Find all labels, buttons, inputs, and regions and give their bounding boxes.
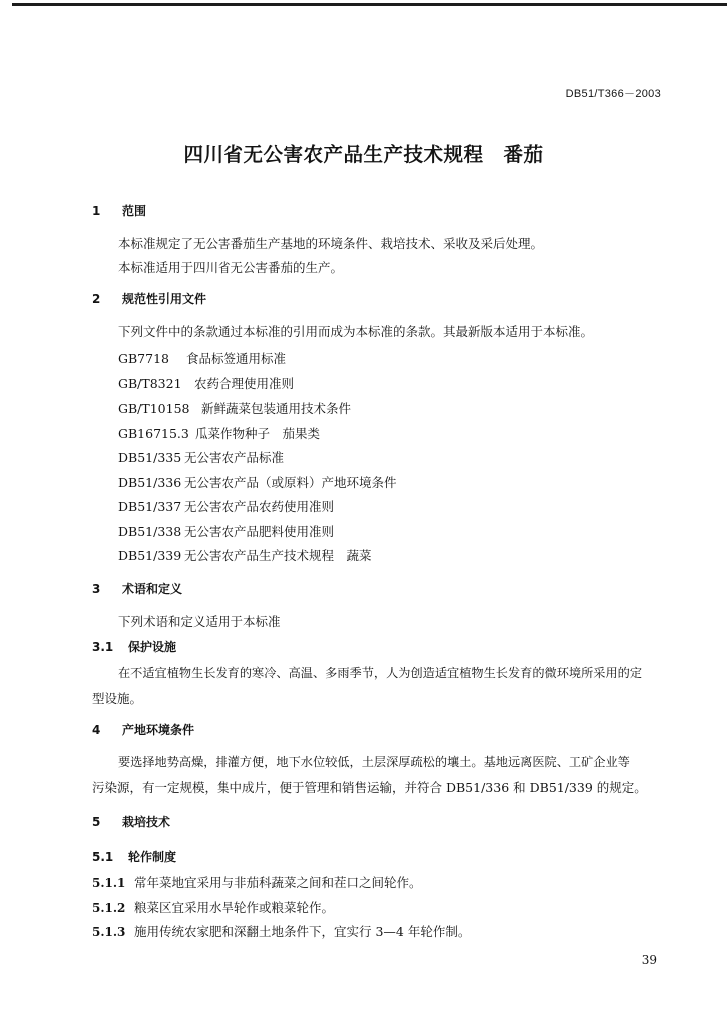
reference-name: 农药合理使用准则: [194, 376, 295, 391]
reference-code: GB7718: [118, 351, 169, 366]
clause-number: 5.1.2: [92, 901, 126, 915]
section-2-heading: [92, 290, 206, 307]
reference-name: 瓜菜作物种子 茄果类: [195, 426, 321, 441]
reference-name: 无公害农产品标准: [184, 450, 285, 465]
section-number: 3: [92, 582, 101, 596]
reference-code: DB51/339: [118, 548, 182, 563]
section-number: 4: [92, 723, 101, 737]
reference-code: GB/T10158: [118, 401, 190, 416]
section-1-paragraph-2: 本标准适用于四川省无公害番茄的生产。: [118, 260, 344, 275]
section-5-heading: [92, 813, 170, 830]
section-3-heading: [92, 580, 182, 597]
section-title: 术语和定义: [122, 582, 183, 596]
section-1-paragraph-1: 本标准规定了无公害番茄生产基地的环境条件、栽培技术、采收及采后处理。: [118, 236, 544, 251]
reference-item: [118, 448, 284, 466]
subsection-title: 轮作制度: [128, 850, 177, 864]
reference-code: DB51/337: [118, 499, 182, 514]
clause-text: 施用传统农家肥和深翻土地条件下，宜实行 3—4 年轮作制。: [134, 924, 471, 939]
section-4-line-1: 要选择地势高燥，排灌方便，地下水位较低，土层深厚疏松的壤土。基地远离医院、工矿企业等: [118, 755, 630, 769]
page-title: 四川省无公害农产品生产技术规程 番茄: [183, 143, 544, 166]
section-3-intro: 下列术语和定义适用于本标准: [118, 614, 281, 629]
subsection-5-1-heading: [92, 848, 176, 865]
reference-name: 新鲜蔬菜包装通用技术条件: [201, 401, 352, 416]
reference-item: [118, 473, 397, 491]
reference-item: [118, 399, 351, 417]
reference-code: DB51/335: [118, 450, 182, 465]
section-4-line-2: 污染源，有一定规模，集中成片，便于管理和销售运输，并符合 DB51/336 和 DB51/339 的规定。: [92, 780, 647, 795]
clause-text: 粮菜区宜采用水旱轮作或粮菜轮作。: [134, 900, 335, 915]
section-title: 产地环境条件: [122, 723, 195, 737]
reference-item: [118, 497, 334, 515]
clause-item: [92, 922, 470, 940]
reference-name: 无公害农产品生产技术规程 蔬菜: [184, 548, 372, 563]
clause-text: 常年菜地宜采用与非茄科蔬菜之间和茬口之间轮作。: [134, 875, 422, 890]
reference-item: [118, 424, 320, 442]
clause-item: [92, 873, 422, 891]
reference-code: DB51/336: [118, 475, 182, 490]
reference-name: 食品标签通用标准: [186, 351, 287, 366]
subsection-number: 5.1: [92, 850, 114, 864]
top-edge-rule: [12, 3, 727, 6]
reference-name: 无公害农产品（或原料）产地环境条件: [184, 475, 397, 490]
section-title: 范围: [122, 204, 147, 218]
reference-name: 无公害农产品肥料使用准则: [184, 524, 335, 539]
clause-number: 5.1.3: [92, 925, 126, 939]
reference-code: GB/T8321: [118, 376, 182, 391]
reference-name: 无公害农产品农药使用准则: [184, 499, 335, 514]
reference-item: [118, 374, 294, 392]
subsection-3-1-line-1: 在不适宜植物生长发育的寒冷、高温、多雨季节，人为创造适宜植物生长发育的微环境所采用的定: [118, 666, 643, 680]
reference-item: [118, 349, 286, 367]
subsection-number: 3.1: [92, 640, 114, 654]
document-id: DB51/T366－2003: [565, 88, 661, 100]
subsection-3-1-line-2: 型设施。: [92, 691, 143, 706]
page-number: 39: [641, 953, 657, 967]
reference-code: DB51/338: [118, 524, 182, 539]
subsection-3-1-heading: [92, 638, 176, 655]
section-number: 2: [92, 292, 101, 306]
clause-item: [92, 898, 334, 916]
subsection-title: 保护设施: [128, 640, 177, 654]
section-1-heading: [92, 202, 146, 219]
section-4-heading: [92, 721, 194, 738]
reference-item: [118, 522, 334, 540]
clause-number: 5.1.1: [92, 876, 126, 890]
section-2-intro: 下列文件中的条款通过本标准的引用而成为本标准的条款。其最新版本适用于本标准。: [118, 324, 594, 339]
section-number: 1: [92, 204, 101, 218]
section-title: 栽培技术: [122, 815, 171, 829]
reference-code: GB16715.3: [118, 426, 189, 441]
section-title: 规范性引用文件: [122, 292, 207, 306]
section-number: 5: [92, 815, 101, 829]
reference-item: [118, 546, 372, 564]
